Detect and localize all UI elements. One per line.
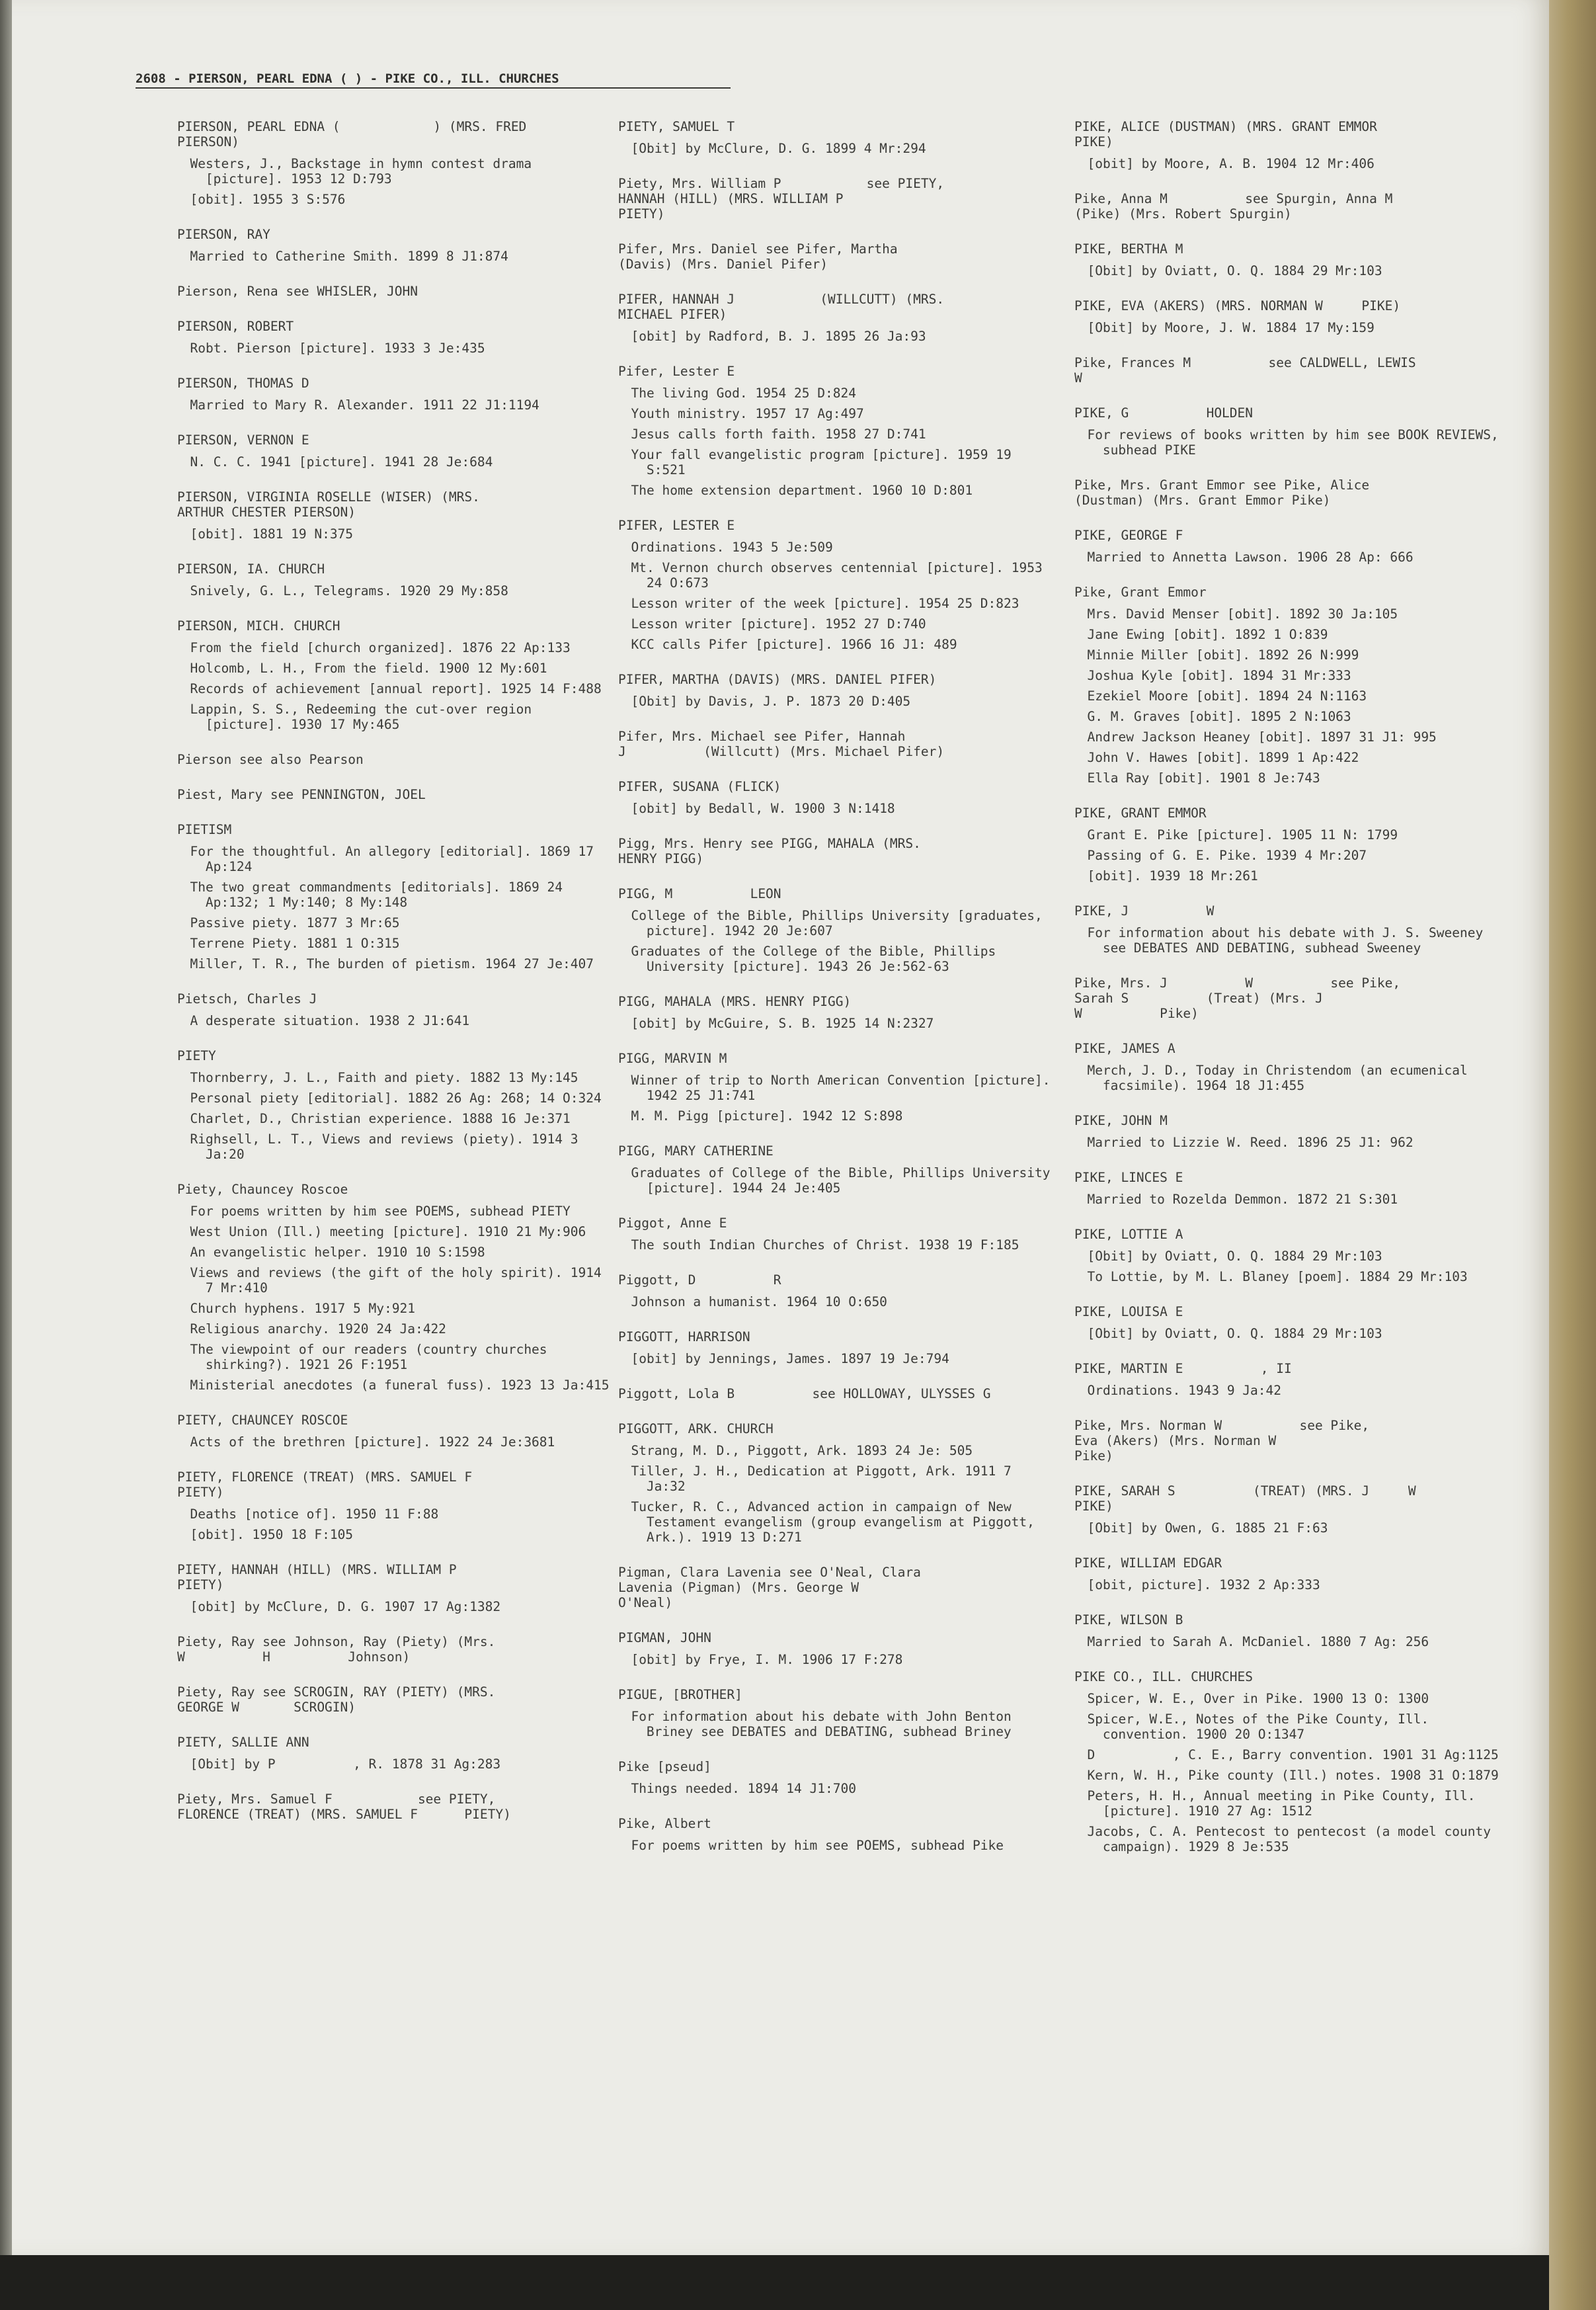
index-entry	[177, 561, 614, 598]
entry-reference: Tucker, R. C., Advanced action in campaign of New Testament evangelism (group evangelism at Piggott, Ark.). 1919 13 D:271	[631, 1499, 1043, 1545]
entry-heading: PIETY, CHAUNCEY ROSCOE	[177, 1413, 348, 1428]
entry-reference: John V. Hawes [obit]. 1899 1 Ap:422	[1087, 750, 1359, 765]
entry-reference: Andrew Jackson Heaney [obit]. 1897 31 J1: 995	[1087, 729, 1437, 745]
index-entry	[1074, 1555, 1511, 1592]
entry-heading: Piggott, D R	[618, 1272, 781, 1288]
entry-reference: Johnson a humanist. 1964 10 O:650	[631, 1294, 887, 1309]
index-entry	[177, 1684, 614, 1715]
entry-reference: Snively, G. L., Telegrams. 1920 29 My:858	[190, 583, 508, 598]
entry-heading: Piggot, Anne E	[618, 1216, 727, 1231]
entry-heading: PIGUE, [BROTHER]	[618, 1687, 742, 1702]
entry-reference: Ezekiel Moore [obit]. 1894 24 N:1163	[1087, 688, 1367, 704]
entry-heading: Pike, Anna M see Spurgin, Anna M (Pike) (Mrs. Robert Spurgin)	[1074, 191, 1393, 222]
entry-heading: PIERSON, VIRGINIA ROSELLE (WISER) (MRS. ARTHUR CHESTER PIERSON)	[177, 489, 480, 520]
entry-heading: Pike [pseud]	[618, 1759, 711, 1774]
entry-reference: [Obit] by Oviatt, O. Q. 1884 29 Mr:103	[1087, 263, 1382, 278]
entry-reference: Mt. Vernon church observes centennial [picture]. 1953 24 O:673	[631, 560, 1051, 591]
entry-reference: For information about his debate with John Benton Briney see DEBATES and DEBATING, subhead Briney	[631, 1709, 1019, 1739]
entry-reference: Grant E. Pike [picture]. 1905 11 N: 1799	[1087, 827, 1398, 843]
entry-reference: [obit, picture]. 1932 2 Ap:333	[1087, 1577, 1320, 1592]
index-entry	[1074, 355, 1511, 386]
entry-reference: For poems written by him see POEMS, subhead PIETY	[190, 1204, 571, 1219]
page-left-edge	[0, 0, 12, 2255]
entry-reference: M. M. Pigg [picture]. 1942 12 S:898	[631, 1108, 903, 1124]
entry-reference: Married to Lizzie W. Reed. 1896 25 J1: 962	[1087, 1135, 1414, 1150]
entry-heading: Pike, Mrs. Norman W see Pike, Eva (Akers) (Mrs. Norman W Pike)	[1074, 1418, 1370, 1464]
entry-heading: PIKE, J W	[1074, 903, 1215, 919]
entry-heading: Pierson see also Pearson	[177, 752, 364, 767]
index-entry	[618, 518, 1055, 652]
entry-reference: [obit] by McGuire, S. B. 1925 14 N:2327	[631, 1016, 934, 1031]
index-entry	[618, 241, 1055, 272]
entry-heading: PIETY, FLORENCE (TREAT) (MRS. SAMUEL F PIETY)	[177, 1469, 473, 1500]
index-entry	[1074, 1483, 1511, 1536]
entry-reference: [obit]. 1939 18 Mr:261	[1087, 868, 1258, 884]
entry-heading: Pigman, Clara Lavenia see O'Neal, Clara Lavenia (Pigman) (Mrs. George W O'Neal)	[618, 1565, 921, 1610]
entry-heading: PIETY	[177, 1048, 216, 1063]
entry-reference: Holcomb, L. H., From the field. 1900 12 My:601	[190, 661, 547, 676]
index-entry	[1074, 1418, 1511, 1464]
entry-reference: Westers, J., Backstage in hymn contest drama [picture]. 1953 12 D:793	[190, 156, 539, 186]
entry-heading: PIERSON, ROBERT	[177, 319, 294, 334]
entry-reference: Things needed. 1894 14 J1:700	[631, 1781, 856, 1796]
entry-heading: PIFER, MARTHA (DAVIS) (MRS. DANIEL PIFER)	[618, 672, 937, 687]
entry-reference: N. C. C. 1941 [picture]. 1941 28 Je:684	[190, 454, 493, 470]
entry-reference: Jacobs, C. A. Pentecost to pentecost (a model county campaign). 1929 8 Je:535	[1087, 1824, 1499, 1854]
entry-reference: Passing of G. E. Pike. 1939 4 Mr:207	[1087, 848, 1367, 863]
index-entry	[618, 836, 1055, 866]
entry-reference: KCC calls Pifer [picture]. 1966 16 J1: 489	[631, 637, 957, 652]
entry-reference: Views and reviews (the gift of the holy spirit). 1914 7 Mr:410	[190, 1265, 610, 1296]
entry-heading: PIKE, BERTHA M	[1074, 241, 1183, 257]
index-entry	[177, 1413, 614, 1450]
entry-heading: PIGMAN, JOHN	[618, 1630, 711, 1645]
index-entry	[177, 1792, 614, 1822]
entry-heading: Pifer, Lester E	[618, 364, 735, 379]
entry-reference: [obit] by McClure, D. G. 1907 17 Ag:1382	[190, 1599, 501, 1614]
entry-reference: Married to Mary R. Alexander. 1911 22 J1:1194	[190, 397, 539, 413]
index-entry	[177, 284, 614, 299]
entry-reference: Graduates of the College of the Bible, Phillips University [picture]. 1943 26 Je:562-63	[631, 944, 1004, 974]
index-entry	[618, 1759, 1055, 1796]
index-entry	[618, 1630, 1055, 1667]
entry-heading: PIETY, SALLIE ANN	[177, 1735, 309, 1750]
entry-reference: [Obit] by Owen, G. 1885 21 F:63	[1087, 1520, 1328, 1536]
index-entry	[618, 364, 1055, 498]
index-entry	[177, 1048, 614, 1162]
index-entry	[618, 779, 1055, 816]
entry-heading: PIKE CO., ILL. CHURCHES	[1074, 1669, 1254, 1684]
index-entry	[177, 991, 614, 1028]
entry-reference: Ordinations. 1943 9 Ja:42	[1087, 1383, 1281, 1398]
entry-reference: Kern, W. H., Pike county (Ill.) notes. 1908 31 O:1879	[1087, 1768, 1499, 1783]
entry-reference: [obit]. 1950 18 F:105	[190, 1527, 354, 1542]
index-entry	[1074, 1612, 1511, 1649]
index-entry	[1074, 298, 1511, 335]
entry-heading: PIETY, SAMUEL T	[618, 119, 735, 134]
entry-reference: For reviews of books written by him see BOOK REVIEWS, subhead PIKE	[1087, 427, 1507, 458]
book-spine	[1549, 0, 1596, 2310]
entry-heading: PIGG, M LEON	[618, 886, 781, 901]
entry-reference: For poems written by him see POEMS, subhead Pike	[631, 1838, 1004, 1853]
entry-reference: [obit] by Moore, A. B. 1904 12 Mr:406	[1087, 156, 1375, 171]
index-column-1	[177, 119, 614, 1842]
index-entry	[1074, 1113, 1511, 1150]
entry-heading: PIKE, LINCES E	[1074, 1170, 1183, 1185]
index-entry	[1074, 477, 1511, 508]
index-entry	[177, 787, 614, 802]
index-entry	[1074, 191, 1511, 222]
index-entry	[1074, 119, 1511, 171]
entry-heading: PIKE, GEORGE F	[1074, 528, 1183, 543]
entry-reference: Records of achievement [annual report]. 1925 14 F:488	[190, 681, 602, 696]
index-entry	[177, 822, 614, 971]
index-entry	[1074, 1227, 1511, 1284]
entry-reference: Spicer, W.E., Notes of the Pike County, Ill. convention. 1900 20 O:1347	[1087, 1712, 1437, 1742]
entry-reference: The viewpoint of our readers (country churches shirking?). 1921 26 F:1951	[190, 1342, 555, 1372]
entry-reference: Graduates of College of the Bible, Phillips University [picture]. 1944 24 Je:405	[631, 1165, 1058, 1196]
page-header: 2608 - PIERSON, PEARL EDNA ( ) - PIKE CO., ILL. CHURCHES	[136, 71, 731, 89]
entry-reference: West Union (Ill.) meeting [picture]. 1910 21 My:906	[190, 1224, 586, 1239]
entry-reference: Acts of the brethren [picture]. 1922 24 Je:3681	[190, 1434, 555, 1450]
entry-heading: Piggott, Lola B see HOLLOWAY, ULYSSES G	[618, 1386, 991, 1401]
entry-heading: Pifer, Mrs. Daniel see Pifer, Martha (Davis) (Mrs. Daniel Pifer)	[618, 241, 898, 272]
entry-heading: Pike, Albert	[618, 1816, 711, 1831]
index-entry	[618, 1386, 1055, 1401]
entry-heading: PIKE, G HOLDEN	[1074, 405, 1254, 421]
entry-heading: Pike, Frances M see CALDWELL, LEWIS W	[1074, 355, 1416, 386]
entry-heading: Pierson, Rena see WHISLER, JOHN	[177, 284, 418, 299]
entry-heading: PIKE, JAMES A	[1074, 1041, 1176, 1056]
entry-reference: Joshua Kyle [obit]. 1894 31 Mr:333	[1087, 668, 1351, 683]
entry-heading: PIERSON, PEARL EDNA ( ) (MRS. FRED PIERSON)	[177, 119, 527, 149]
entry-reference: The home extension department. 1960 10 D:801	[631, 483, 973, 498]
index-entry	[177, 1469, 614, 1542]
index-column-2	[618, 119, 1058, 1873]
index-entry	[177, 1182, 614, 1393]
entry-reference: Lesson writer [picture]. 1952 27 D:740	[631, 616, 926, 632]
entry-reference: Jane Ewing [obit]. 1892 1 O:839	[1087, 627, 1328, 642]
index-entry	[177, 119, 614, 207]
index-entry	[1074, 405, 1511, 458]
entry-heading: PIFER, HANNAH J (WILLCUTT) (MRS. MICHAEL PIFER)	[618, 292, 945, 322]
index-entry	[1074, 528, 1511, 565]
entry-heading: Pike, Mrs. Grant Emmor see Pike, Alice (Dustman) (Mrs. Grant Emmor Pike)	[1074, 477, 1370, 508]
entry-reference: Miller, T. R., The burden of pietism. 1964 27 Je:407	[190, 956, 594, 971]
entry-heading: Piety, Ray see SCROGIN, RAY (PIETY) (MRS. GEORGE W SCROGIN)	[177, 1684, 496, 1715]
index-entry	[177, 1562, 614, 1614]
entry-reference: Religious anarchy. 1920 24 Ja:422	[190, 1321, 446, 1337]
entry-heading: Pike, Mrs. J W see Pike, Sarah S (Treat) (Mrs. J W Pike)	[1074, 975, 1401, 1021]
entry-reference: Ordinations. 1943 5 Je:509	[631, 540, 833, 555]
entry-heading: Pike, Grant Emmor	[1074, 585, 1207, 600]
entry-reference: Married to Rozelda Demmon. 1872 21 S:301	[1087, 1192, 1398, 1207]
entry-heading: PIGG, MARVIN M	[618, 1051, 727, 1066]
entry-heading: PIKE, GRANT EMMOR	[1074, 805, 1207, 821]
entry-reference: Ministerial anecdotes (a funeral fuss). 1923 13 Ja:415	[190, 1378, 610, 1393]
entry-heading: Piety, Ray see Johnson, Ray (Piety) (Mrs. W H Johnson)	[177, 1634, 496, 1665]
entry-heading: PIERSON, RAY	[177, 227, 270, 242]
index-entry	[1074, 805, 1511, 884]
entry-reference: [Obit] by Oviatt, O. Q. 1884 29 Mr:103	[1087, 1249, 1382, 1264]
index-entry	[177, 1735, 614, 1772]
index-entry	[618, 1565, 1055, 1610]
index-entry	[177, 489, 614, 542]
index-entry	[618, 1051, 1058, 1124]
entry-heading: PIKE, WILSON B	[1074, 1612, 1183, 1628]
index-entry	[618, 1143, 1058, 1196]
entry-heading: Piety, Mrs. Samuel F see PIETY, FLORENCE (TREAT) (MRS. SAMUEL F PIETY)	[177, 1792, 511, 1822]
entry-reference: Tiller, J. H., Dedication at Piggott, Ark. 1911 7 Ja:32	[631, 1464, 1019, 1494]
index-entry	[618, 176, 1055, 222]
entry-reference: Church hyphens. 1917 5 My:921	[190, 1301, 415, 1316]
index-column-3	[1074, 119, 1511, 1874]
entry-heading: PIKE, EVA (AKERS) (MRS. NORMAN W PIKE)	[1074, 298, 1401, 313]
index-entry	[618, 1272, 1055, 1309]
entry-reference: [Obit] by McClure, D. G. 1899 4 Mr:294	[631, 141, 926, 156]
entry-heading: Piest, Mary see PENNINGTON, JOEL	[177, 787, 426, 802]
entry-reference: From the field [church organized]. 1876 22 Ap:133	[190, 640, 571, 655]
index-entry	[618, 119, 1055, 156]
entry-heading: Pigg, Mrs. Henry see PIGG, MAHALA (MRS. HENRY PIGG)	[618, 836, 921, 866]
index-entry	[618, 1216, 1055, 1253]
entry-heading: PIERSON, THOMAS D	[177, 376, 309, 391]
entry-reference: Married to Annetta Lawson. 1906 28 Ap: 666	[1087, 550, 1414, 565]
entry-heading: PIKE, SARAH S (TREAT) (MRS. J W PIKE)	[1074, 1483, 1416, 1514]
index-entry	[618, 1329, 1055, 1366]
entry-heading: Piety, Mrs. William P see PIETY, HANNAH (HILL) (MRS. WILLIAM P PIETY)	[618, 176, 945, 222]
index-entry	[1074, 1361, 1511, 1398]
entry-reference: [Obit] by P , R. 1878 31 Ag:283	[190, 1756, 501, 1772]
entry-reference: Lesson writer of the week [picture]. 1954 25 D:823	[631, 596, 1019, 611]
entry-reference: Married to Sarah A. McDaniel. 1880 7 Ag: 256	[1087, 1634, 1429, 1649]
entry-reference: Winner of trip to North American Convention [picture]. 1942 25 J1:741	[631, 1073, 1058, 1103]
index-entry	[618, 1816, 1055, 1853]
entry-heading: Pietsch, Charles J	[177, 991, 317, 1007]
index-entry	[1074, 903, 1511, 956]
entry-reference: Merch, J. D., Today in Christendom (an ecumenical facsimile). 1964 18 J1:455	[1087, 1063, 1476, 1093]
entry-heading: PIFER, SUSANA (FLICK)	[618, 779, 781, 794]
index-entry	[618, 1687, 1055, 1739]
entry-reference: Robt. Pierson [picture]. 1933 3 Je:435	[190, 341, 485, 356]
entry-heading: Piety, Chauncey Roscoe	[177, 1182, 348, 1197]
entry-heading: PIKE, ALICE (DUSTMAN) (MRS. GRANT EMMOR PIKE)	[1074, 119, 1377, 149]
index-entry	[177, 376, 614, 413]
index-entry	[1074, 1170, 1511, 1207]
entry-heading: PIKE, JOHN M	[1074, 1113, 1168, 1128]
index-entry	[618, 1421, 1055, 1545]
entry-reference: Minnie Miller [obit]. 1892 26 N:999	[1087, 647, 1359, 663]
entry-heading: PIERSON, VERNON E	[177, 433, 309, 448]
entry-reference: Youth ministry. 1957 17 Ag:497	[631, 406, 864, 421]
entry-heading: PIGGOTT, ARK. CHURCH	[618, 1421, 774, 1436]
bottom-shadow	[0, 2255, 1549, 2310]
entry-heading: PIGG, MARY CATHERINE	[618, 1143, 774, 1159]
entry-reference: D , C. E., Barry convention. 1901 31 Ag:1125	[1087, 1747, 1499, 1762]
entry-reference: Spicer, W. E., Over in Pike. 1900 13 O: 1300	[1087, 1691, 1429, 1706]
index-entry	[1074, 975, 1511, 1021]
entry-reference: Strang, M. D., Piggott, Ark. 1893 24 Je: 505	[631, 1443, 973, 1458]
entry-reference: The south Indian Churches of Christ. 1938 19 F:185	[631, 1237, 1019, 1253]
entry-reference: Lappin, S. S., Redeeming the cut-over region [picture]. 1930 17 My:465	[190, 702, 539, 732]
index-entry	[618, 292, 1055, 344]
entry-reference: G. M. Graves [obit]. 1895 2 N:1063	[1087, 709, 1351, 724]
index-entry	[618, 729, 1055, 759]
entry-reference: Passive piety. 1877 3 Mr:65	[190, 915, 400, 930]
index-entry	[1074, 241, 1511, 278]
entry-reference: The two great commandments [editorials]. 1869 24 Ap:132; 1 My:140; 8 My:148	[190, 880, 571, 910]
index-entry	[177, 227, 614, 264]
entry-reference: [obit]. 1955 3 S:576	[190, 192, 346, 207]
entry-reference: [obit] by Radford, B. J. 1895 26 Ja:93	[631, 329, 926, 344]
entry-reference: To Lottie, by M. L. Blaney [poem]. 1884 29 Mr:103	[1087, 1269, 1468, 1284]
index-entry	[177, 618, 614, 732]
index-entry	[177, 433, 614, 470]
index-entry	[1074, 585, 1511, 786]
index-entry	[618, 994, 1055, 1031]
entry-reference: [obit]. 1881 19 N:375	[190, 526, 354, 542]
entry-reference: [obit] by Jennings, James. 1897 19 Je:794	[631, 1351, 949, 1366]
entry-reference: [obit] by Frye, I. M. 1906 17 F:278	[631, 1652, 903, 1667]
index-entry	[177, 319, 614, 356]
index-entry	[1074, 1304, 1511, 1341]
entry-reference: [obit] by Bedall, W. 1900 3 N:1418	[631, 801, 895, 816]
entry-heading: PIERSON, IA. CHURCH	[177, 561, 325, 577]
index-entry	[618, 886, 1055, 974]
entry-heading: PIERSON, MICH. CHURCH	[177, 618, 340, 634]
entry-heading: PIKE, WILLIAM EDGAR	[1074, 1555, 1222, 1571]
entry-reference: The living God. 1954 25 D:824	[631, 386, 856, 401]
entry-reference: Terrene Piety. 1881 1 O:315	[190, 936, 400, 951]
index-entry	[177, 752, 614, 767]
entry-heading: PIGGOTT, HARRISON	[618, 1329, 750, 1344]
index-entry	[1074, 1669, 1511, 1854]
index-entry	[1074, 1041, 1511, 1093]
entry-reference: Jesus calls forth faith. 1958 27 D:741	[631, 427, 926, 442]
index-entry	[618, 672, 1055, 709]
entry-heading: PIFER, LESTER E	[618, 518, 735, 533]
entry-reference: For information about his debate with J. S. Sweeney see DEBATES AND DEBATING, subhead Sweeney	[1087, 925, 1491, 956]
entry-reference: College of the Bible, Phillips University [graduates, picture]. 1942 20 Je:607	[631, 908, 1051, 938]
entry-reference: Deaths [notice of]. 1950 11 F:88	[190, 1506, 439, 1522]
entry-reference: Peters, H. H., Annual meeting in Pike County, Ill. [picture]. 1910 27 Ag: 1512	[1087, 1788, 1484, 1819]
entry-heading: Pifer, Mrs. Michael see Pifer, Hannah J (Willcutt) (Mrs. Michael Pifer)	[618, 729, 945, 759]
entry-reference: [Obit] by Oviatt, O. Q. 1884 29 Mr:103	[1087, 1326, 1382, 1341]
entry-heading: PIETY, HANNAH (HILL) (MRS. WILLIAM P PIETY)	[177, 1562, 457, 1592]
entry-heading: PIKE, LOTTIE A	[1074, 1227, 1183, 1242]
entry-reference: Charlet, D., Christian experience. 1888 16 Je:371	[190, 1111, 571, 1126]
entry-heading: PIKE, MARTIN E , II	[1074, 1361, 1292, 1376]
entry-reference: Personal piety [editorial]. 1882 26 Ag: 268; 14 O:324	[190, 1091, 602, 1106]
index-entry	[177, 1634, 614, 1665]
entry-reference: [Obit] by Davis, J. P. 1873 20 D:405	[631, 694, 911, 709]
entry-reference: Thornberry, J. L., Faith and piety. 1882 13 My:145	[190, 1070, 579, 1085]
entry-heading: PIETISM	[177, 822, 232, 837]
entry-heading: PIKE, LOUISA E	[1074, 1304, 1183, 1319]
entry-reference: Married to Catherine Smith. 1899 8 J1:874	[190, 249, 508, 264]
entry-reference: Mrs. David Menser [obit]. 1892 30 Ja:105	[1087, 606, 1398, 622]
entry-reference: [Obit] by Moore, J. W. 1884 17 My:159	[1087, 320, 1375, 335]
entry-reference: Righsell, L. T., Views and reviews (piety). 1914 3 Ja:20	[190, 1132, 586, 1162]
entry-reference: For the thoughtful. An allegory [editorial]. 1869 17 Ap:124	[190, 844, 602, 874]
entry-reference: Your fall evangelistic program [picture]. 1959 19 S:521	[631, 447, 1019, 477]
entry-reference: An evangelistic helper. 1910 10 S:1598	[190, 1245, 485, 1260]
entry-reference: Ella Ray [obit]. 1901 8 Je:743	[1087, 770, 1320, 786]
entry-reference: A desperate situation. 1938 2 J1:641	[190, 1013, 470, 1028]
entry-heading: PIGG, MAHALA (MRS. HENRY PIGG)	[618, 994, 852, 1009]
